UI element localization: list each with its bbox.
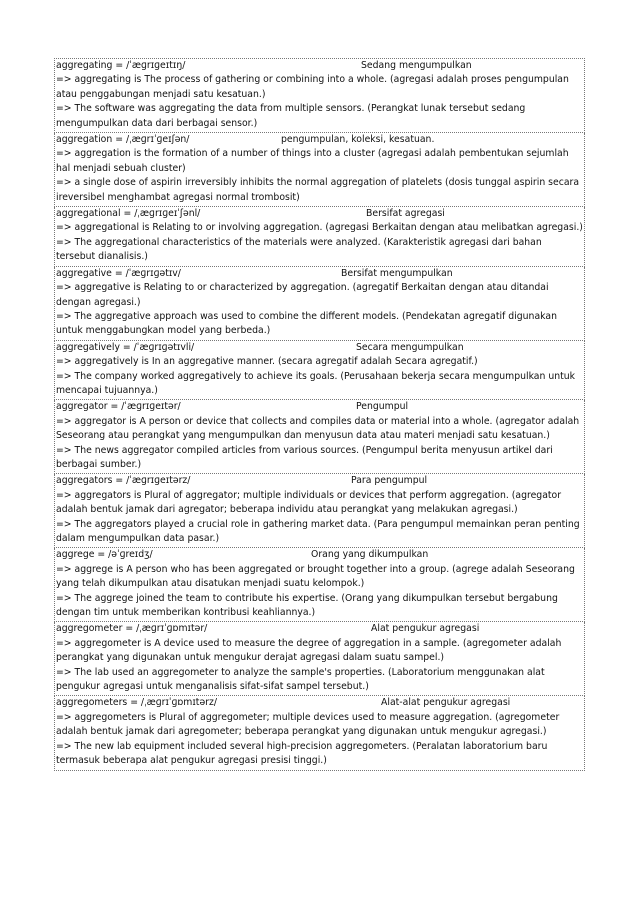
- entry-heading: [56, 133, 583, 147]
- dictionary-entry: [54, 341, 585, 401]
- dictionary-entry: [54, 474, 585, 548]
- word-pronunciation: aggregometer = /ˌæɡrɪˈɡɒmɪtər/: [56, 623, 208, 635]
- word-translation: Bersifat agregasi: [366, 208, 445, 220]
- word-pronunciation: aggregometers = /ˌæɡrɪˈɡɒmɪtərz/: [56, 697, 217, 709]
- word-translation: Pengumpul: [356, 401, 409, 413]
- definition-line: => aggregometer is A device used to measure the degree of aggregation in a sample. (agregometer adalah perangkat yang digunakan untuk mengukur derajat agregasi dalam suatu sampel.): [56, 637, 562, 664]
- definition-line: => aggregatively is In an aggregative manner. (secara agregatif adalah Secara agregatif.): [56, 356, 478, 368]
- dictionary-entry: [54, 696, 585, 770]
- dictionary-page: [54, 58, 585, 771]
- definition-line: => aggregative is Relating to or characterized by aggregation. (agregatif Berkaitan dengan atau ditandai dengan agregasi.): [56, 282, 549, 308]
- word-translation: Sedang mengumpulkan: [361, 60, 472, 71]
- definition-line: => The aggregators played a crucial role in gathering market data. (Para pengumpul memainkan peran penting dalam mengumpulkan data pasar.): [56, 518, 580, 544]
- entry-heading: [56, 341, 583, 355]
- definition-line: => The company worked aggregatively to achieve its goals. (Perusahaan bekerja secara mengumpulkan untuk mencapai tujuannya.): [56, 370, 576, 396]
- word-translation: Alat-alat pengukur agregasi: [381, 697, 511, 709]
- word-pronunciation: aggregative = /ˈæɡrɪɡətɪv/: [56, 267, 181, 279]
- entry-heading: [56, 622, 583, 636]
- definition-line: => The news aggregator compiled articles from various sources. (Pengumpul berita menyusun artikel dari berbagai sumber.): [56, 444, 553, 470]
- entry-heading: [56, 207, 583, 221]
- definition-line: => aggregational is Relating to or involving aggregation. (agregasi Berkaitan dengan atau melibatkan agregasi.): [56, 222, 583, 234]
- dictionary-entry: [54, 207, 585, 267]
- dictionary-entry: [54, 58, 585, 133]
- word-translation: Bersifat mengumpulkan: [341, 267, 453, 279]
- dictionary-entry: [54, 133, 585, 207]
- word-pronunciation: aggregator = /ˈæɡrɪɡeɪtər/: [56, 401, 181, 413]
- definition-line: => aggregator is A person or device that collects and compiles data or material into a whole. (agregator adalah Seseorang atau perangkat yang mengumpulkan dan menyusun data atau materi menjadi satu kesatuan.): [56, 415, 580, 442]
- entry-heading: [56, 267, 583, 281]
- word-translation: pengumpulan, koleksi, kesatuan.: [281, 134, 435, 146]
- dictionary-entry: [54, 548, 585, 622]
- entry-heading: [56, 400, 583, 414]
- word-translation: Orang yang dikumpulkan: [311, 549, 429, 561]
- entry-heading: [56, 59, 583, 73]
- definition-line: => aggregation is the formation of a number of things into a cluster (agregasi adalah pembentukan sejumlah hal menjadi sebuah cluster): [56, 148, 569, 174]
- definition-line: => aggregators is Plural of aggregator; multiple individuals or devices that perform aggregation. (agregator adalah bentuk jamak dari agregator; beberapa individu atau perangkat yang melakukan agregasi.): [56, 489, 562, 516]
- definition-line: => The lab used an aggregometer to analyze the sample's properties. (Laboratorium menggunakan alat pengukur agregasi untuk menganalisis sifat-sifat sampel tersebut.): [56, 666, 545, 693]
- word-translation: Para pengumpul: [351, 475, 428, 487]
- definition-line: ireversibel menghambat agregasi normal trombosit): [56, 191, 300, 203]
- definition-line: => a single dose of aspirin irreversibly inhibits the normal aggregation of platelets (dosis tunggal aspirin secara: [56, 177, 580, 189]
- word-pronunciation: aggregating = /ˈæɡrɪɡeɪtɪŋ/: [56, 60, 186, 71]
- definition-line: => The software was aggregating the data from multiple sensors. (Perangkat lunak tersebut sedang mengumpulkan data dari berbagai sensor.): [56, 103, 526, 129]
- dictionary-entry: [54, 400, 585, 474]
- definition-line: => The aggregative approach was used to combine the different models. (Pendekatan agregatif digunakan untuk menggabungkan model yang berbeda.): [56, 310, 557, 337]
- definition-line: => aggregating is The process of gathering or combining into a whole. (agregasi adalah proses pengumpulan atau penggabungan menjadi satu kesatuan.): [56, 74, 569, 100]
- word-translation: Secara mengumpulkan: [356, 341, 464, 353]
- definition-line: => aggrege is A person who has been aggregated or brought together into a group. (agrege adalah Seseorang yang telah dikumpulkan atau disatukan menjadi suatu kelompok.): [56, 563, 575, 590]
- word-translation: Alat pengukur agregasi: [371, 623, 480, 635]
- word-pronunciation: aggregational = /ˌæɡrɪɡeɪˈʃənl/: [56, 208, 201, 220]
- entry-heading: [56, 696, 583, 710]
- word-pronunciation: aggregation = /ˌæɡrɪˈɡeɪʃən/: [56, 134, 190, 146]
- word-pronunciation: aggregatively = /ˈæɡrɪɡətɪvli/: [56, 341, 195, 353]
- definition-line: => The new lab equipment included several high-precision aggregometers. (Peralatan laboratorium baru termasuk beberapa alat pengukur agregasi presisi tinggi.): [56, 740, 548, 767]
- definition-line: => aggregometers is Plural of aggregometer; multiple devices used to measure aggregation. (agregometer adalah bentuk jamak dari agregometer; beberapa perangkat yang digunakan untuk mengukur agregasi.): [56, 711, 560, 738]
- word-pronunciation: aggregators = /ˈæɡrɪɡeɪtərz/: [56, 475, 191, 487]
- word-pronunciation: aggrege = /əˈɡreɪdʒ/: [56, 549, 153, 561]
- dictionary-entry: [54, 267, 585, 341]
- entry-heading: [56, 474, 583, 488]
- definition-line: => The aggrege joined the team to contribute his expertise. (Orang yang dikumpulkan tersebut bergabung dengan tim untuk memberikan kontribusi keahliannya.): [56, 592, 558, 619]
- definition-line: => The aggregational characteristics of the materials were analyzed. (Karakteristik agregasi dari bahan tersebut dianalisis.): [56, 236, 542, 263]
- dictionary-entry: [54, 622, 585, 696]
- entry-heading: [56, 548, 583, 562]
